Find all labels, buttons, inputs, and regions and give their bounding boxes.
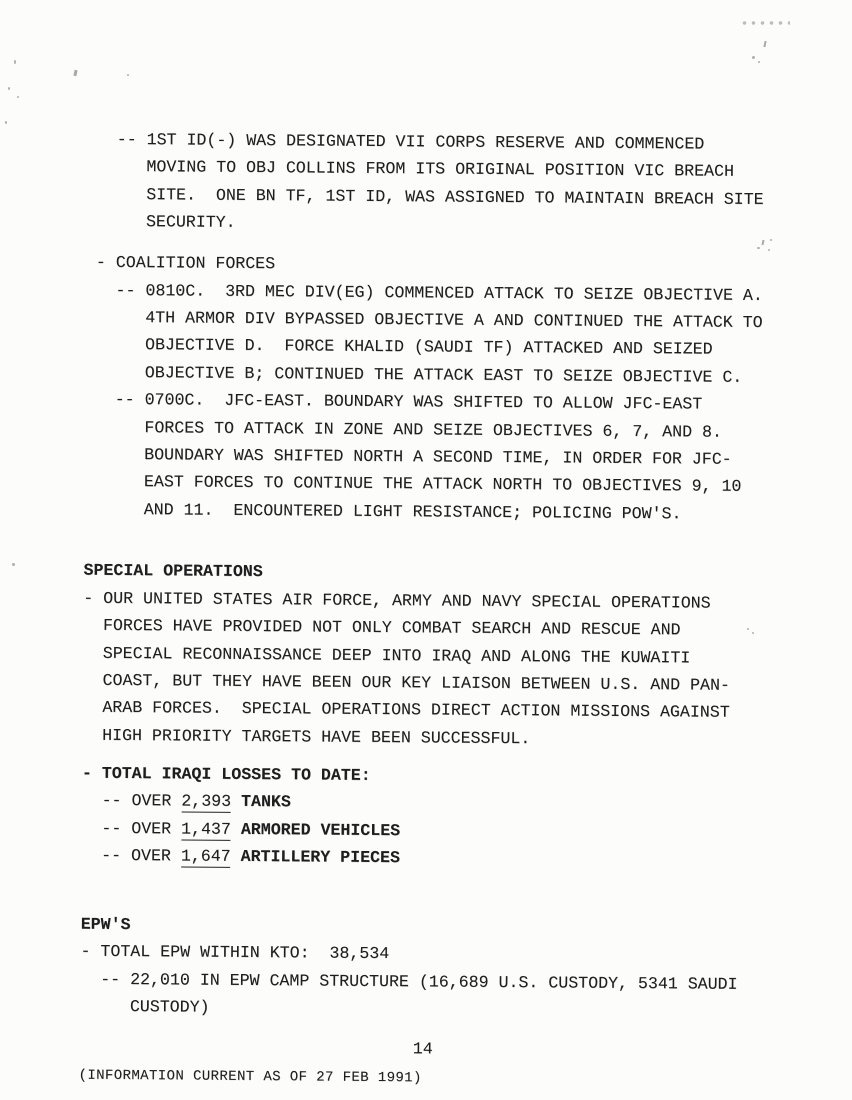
doc-line: OBJECTIVE D. FORCE KHALID (SAUDI TF) ATTACKED AND SEIZED	[85, 335, 713, 360]
doc-line: BOUNDARY WAS SHIFTED NORTH A SECOND TIME, IN ORDER FOR JFC-	[84, 444, 732, 469]
doc-line: -- OVER 1,437 ARMORED VEHICLES	[81, 818, 401, 841]
doc-block-epws	[80, 910, 758, 1025]
doc-line: EAST FORCES TO CONTINUE THE ATTACK NORTH TO OBJECTIVES 9, 10	[84, 472, 742, 497]
doc-line: -- 22,010 IN EPW CAMP STRUCTURE (16,689 U.S. CUSTODY, 5341 SAUDI	[80, 969, 738, 994]
doc-line: - COALITION FORCES	[85, 252, 276, 274]
doc-line: COAST, BUT THEY HAVE BEEN OUR KEY LIAISON BETWEEN U.S. AND PAN-	[82, 670, 730, 695]
doc-line: FORCES TO ATTACK IN ZONE AND SEIZE OBJECTIVES 6, 7, AND 8.	[84, 417, 723, 442]
doc-line: FORCES HAVE PROVIDED NOT ONLY COMBAT SEARCH AND RESCUE AND	[83, 615, 681, 640]
doc-line: -- 0700C. JFC-EAST. BOUNDARY WAS SHIFTED TO ALLOW JFC-EAST	[84, 389, 703, 414]
doc-line: - TOTAL EPW WITHIN KTO: 38,534	[80, 941, 390, 964]
doc-line: SECURITY.	[86, 211, 236, 233]
doc-block-special-operations	[82, 557, 761, 754]
page-number: 14	[412, 1039, 433, 1059]
doc-line: CUSTODY)	[80, 996, 210, 1017]
doc-line: SPECIAL RECONNAISSANCE DEEP INTO IRAQ AND ALONG THE KUWAITI	[82, 643, 691, 668]
doc-line: -- OVER 1,647 ARTILLERY PIECES	[81, 845, 401, 868]
doc-line: -- 1ST ID(-) WAS DESIGNATED VII CORPS RESERVE AND COMMENCED	[86, 129, 705, 154]
doc-line: -- 0810C. 3RD MEC DIV(EG) COMMENCED ATTACK TO SEIZE OBJECTIVE A.	[85, 280, 763, 305]
doc-line: EPW'S	[80, 914, 131, 934]
doc-line: 4TH ARMOR DIV BYPASSED OBJECTIVE A AND CONTINUED THE ATTACK TO	[85, 307, 763, 333]
doc-line: SPECIAL OPERATIONS	[83, 561, 263, 582]
doc-line: MOVING TO OBJ COLLINS FROM ITS ORIGINAL POSITION VIC BREACH	[86, 157, 735, 182]
doc-line: - OUR UNITED STATES AIR FORCE, ARMY AND NAVY SPECIAL OPERATIONS	[83, 588, 711, 613]
doc-line: - TOTAL IRAQI LOSSES TO DATE:	[81, 763, 371, 786]
doc-line: ARAB FORCES. SPECIAL OPERATIONS DIRECT ACTION MISSIONS AGAINST	[82, 698, 730, 723]
doc-line: -- OVER 2,393 TANKS	[81, 791, 291, 812]
doc-block-coalition-forces	[84, 249, 763, 528]
document-body	[80, 126, 764, 1026]
doc-block-vii-corps-reserve-update	[86, 126, 764, 241]
doc-line: HIGH PRIORITY TARGETS HAVE BEEN SUCCESSFUL.	[82, 725, 531, 748]
doc-line: OBJECTIVE B; CONTINUED THE ATTACK EAST TO SEIZE OBJECTIVE C.	[85, 362, 743, 387]
doc-line: SITE. ONE BN TF, 1ST ID, WAS ASSIGNED TO MAINTAIN BREACH SITE	[86, 184, 764, 209]
doc-line: AND 11. ENCOUNTERED LIGHT RESISTANCE; POLICING POW'S.	[83, 499, 682, 524]
footer-current-as-of: (INFORMATION CURRENT AS OF 27 FEB 1991)	[78, 1067, 422, 1087]
doc-block-total-iraqi-losses	[81, 760, 759, 875]
